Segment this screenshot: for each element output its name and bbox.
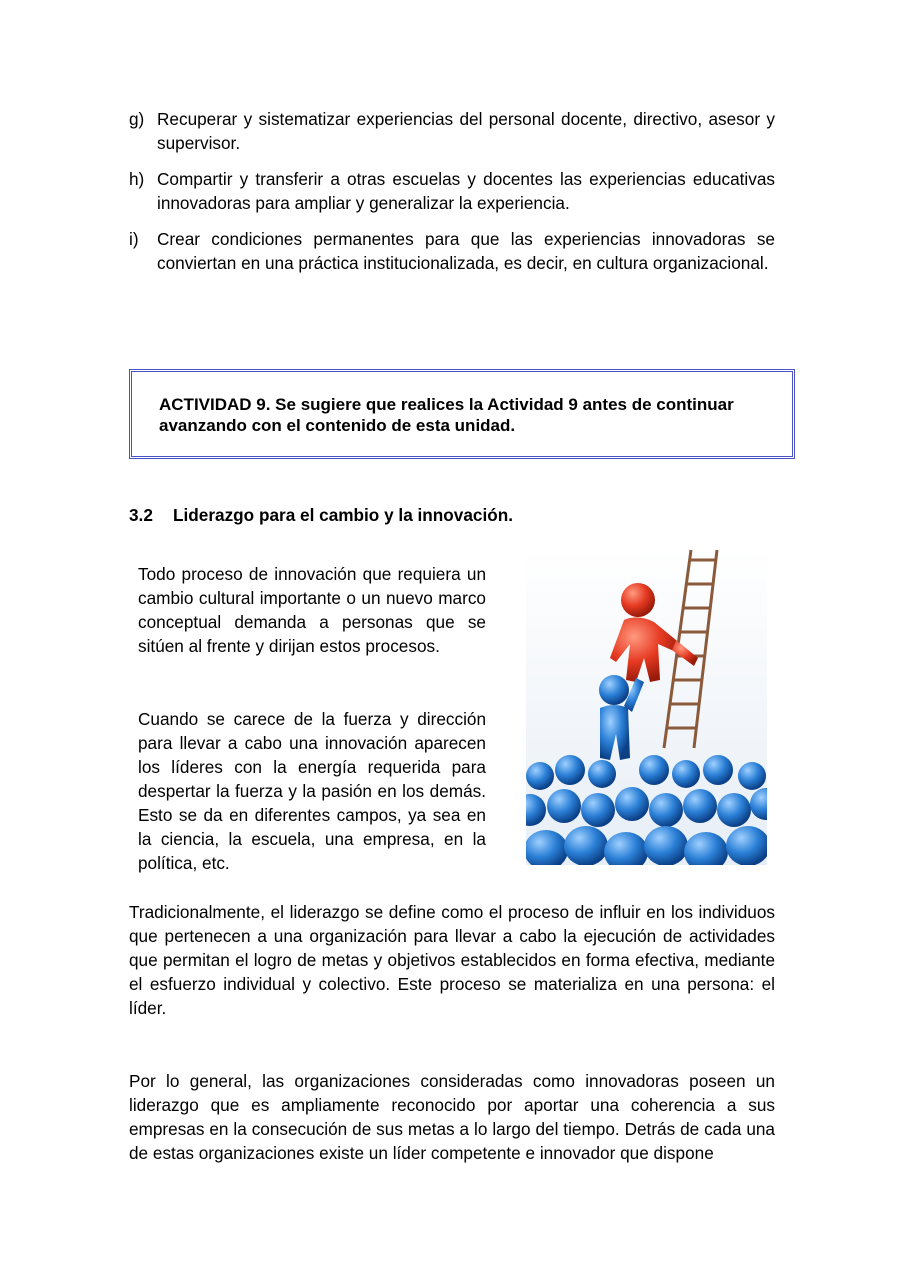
list-item-i bbox=[129, 227, 775, 275]
list-text: Compartir y transferir a otras escuelas y docentes las experiencias educativas innovadoras para ampliar y generalizar la experiencia. bbox=[157, 169, 775, 213]
section-title: Liderazgo para el cambio y la innovación. bbox=[173, 505, 514, 525]
side-paragraph-1: Todo proceso de innovación que requiera un cambio cultural importante o un nuevo marco conceptual demanda a personas que se sitúen al frente y dirijan estos procesos. bbox=[138, 564, 486, 656]
body-paragraph-2: Por lo general, las organizaciones consideradas como innovadoras poseen un liderazgo que es ampliamente reconocido por aportar una coherencia a sus empresas en la consecución de sus metas a lo largo del tiempo. Detrás de cada una de estas organizaciones existe un líder competente e innovador que dispone bbox=[129, 1071, 775, 1163]
list-text: Recuperar y sistematizar experiencias del personal docente, directivo, asesor y supervisor. bbox=[157, 109, 775, 153]
list-marker: h) bbox=[129, 169, 145, 189]
side-paragraph-2: Cuando se carece de la fuerza y dirección para llevar a cabo una innovación aparecen los líderes con la energía requerida para despertar la fuerza y la pasión en los demás. Esto se da en diferentes campos, ya sea en la ciencia, la escuela, una empresa, en la política, etc. bbox=[138, 709, 486, 873]
list-item-g bbox=[129, 107, 775, 155]
activity-box bbox=[129, 369, 795, 459]
activity-text: ACTIVIDAD 9. Se sugiere que realices la Actividad 9 antes de continuar avanzando con el contenido de esta unidad. bbox=[159, 395, 734, 435]
leader-ladder-illustration-icon bbox=[526, 548, 767, 865]
body-paragraph-1: Tradicionalmente, el liderazgo se define como el proceso de influir en los individuos que pertenecen a una organización para llevar a cabo la ejecución de actividades que permitan el logro de metas y objetivos establecidos en forma efectiva, mediante el esfuerzo individual y colectivo. Este proceso se materializa en una persona: el líder. bbox=[129, 902, 775, 1018]
list-item-h bbox=[129, 167, 775, 215]
list-text: Crear condiciones permanentes para que las experiencias innovadoras se conviertan en una práctica institucionalizada, es decir, en cultura organizacional. bbox=[157, 229, 775, 273]
section-heading bbox=[129, 503, 513, 527]
list-marker: i) bbox=[129, 229, 139, 249]
section-number: 3.2 bbox=[129, 505, 153, 525]
list-marker: g) bbox=[129, 109, 145, 129]
